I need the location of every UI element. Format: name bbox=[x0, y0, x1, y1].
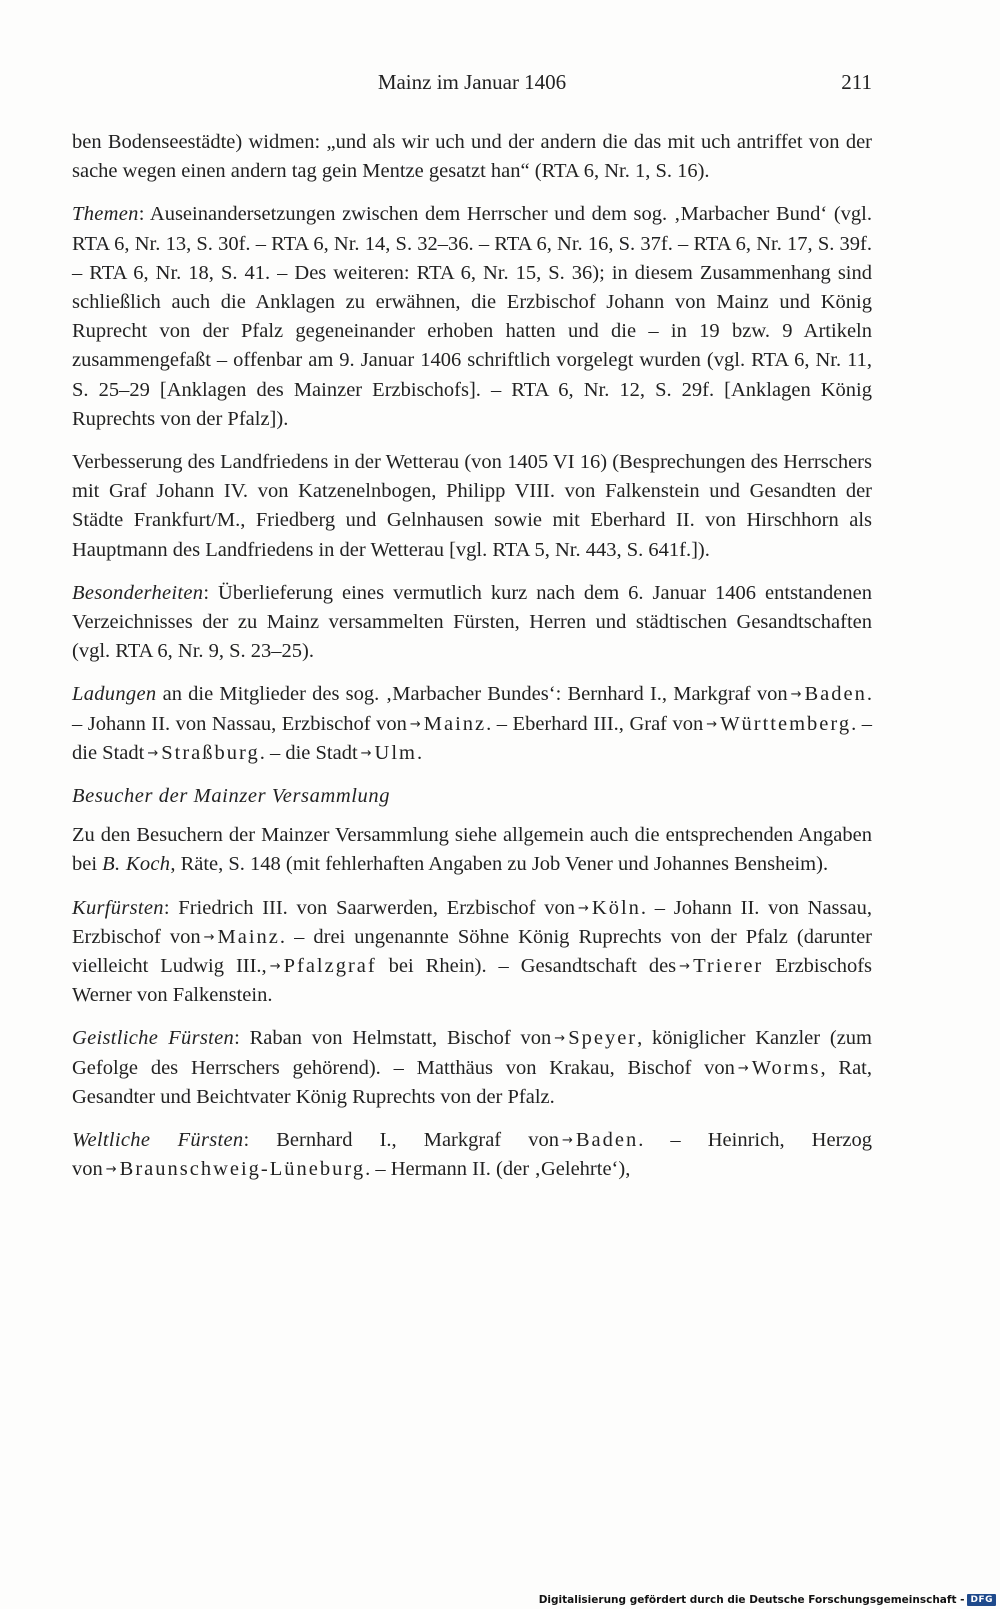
text-run: . – die Stadt bbox=[259, 741, 358, 764]
page-header bbox=[72, 70, 872, 106]
text-run: : Bernhard I., Markgraf von bbox=[243, 1129, 559, 1152]
paragraph-text: ben Bodenseestädte) widmen: „und als wir uch und der andern die das mit uch antriffet von der sache wegen einen andern tag gein Mentze gesatzt han“ (RTA 6, Nr. 1, S. 16). bbox=[72, 131, 872, 183]
text-run: . – die Stadt bbox=[72, 712, 873, 764]
paragraph-text: : Überlieferung eines vermutlich kurz nach dem 6. Januar 1406 entstandenen Verzeichnisses der zu Mainz versammelten Fürsten, Herren und städtischen Gesandtschaften (vgl. RTA 6, Nr. 9, S. 23–25). bbox=[72, 581, 872, 663]
paragraph-intro bbox=[72, 128, 872, 186]
text-run: . – drei ungenannte Söhne König Ruprechts von der Pfalz (darunter vielleicht Ludwig III., bbox=[72, 925, 873, 978]
paragraph-text: Verbesserung des Landfriedens in der Wetterau (von 1405 VI 16) (Besprechungen des Herrschers mit Graf Johann IV. von Katzenelnbogen, Philipp VIII. von Falkenstein und Gesandten der Städte Frankfurt/M., Friedberg und Gelnhausen sowie mit Eberhard II. von Hirschhorn als Hauptmann des Landfriedens in der Wetterau [vgl. RTA 5, Nr. 443, S. 641f.]). bbox=[72, 451, 872, 561]
label-geistliche-fuersten: Geistliche Fürsten bbox=[72, 1027, 235, 1050]
reference-arrow-icon: → bbox=[578, 900, 589, 916]
label-besonderheiten: Besonderheiten bbox=[72, 581, 204, 604]
reference-arrow-icon: → bbox=[105, 1162, 117, 1178]
author-name: B. Koch bbox=[102, 853, 171, 876]
text-run: . – Hermann II. (der ‚Gelehrte‘), bbox=[365, 1158, 631, 1181]
paragraph-ladungen bbox=[72, 680, 872, 768]
reference-arrow-icon: → bbox=[706, 716, 718, 732]
credit-text: Digitalisierung gefördert durch die Deutsche Forschungsgemeinschaft - bbox=[538, 1594, 965, 1606]
label-ladungen: Ladungen bbox=[72, 683, 157, 706]
cross-reference: Württemberg bbox=[720, 712, 852, 735]
paragraph-text: : Auseinandersetzungen zwischen dem Herrscher und dem sog. ‚Marbacher Bund‘ (vgl. RTA 6, Nr. 13, S. 30f. – RTA 6, Nr. 14, S. 32–36. – RTA 6, Nr. 16, S. 37f. – RTA 6, Nr. 17, S. 39f. – RTA 6, Nr. 18, S. 41. – Des weiteren: RTA 6, Nr. 15, S. 36); in diesem Zusammenhang sind schließlich auch die Anklagen zu erwähnen, die Erzbischof Johann von Mainz und König Ruprecht von der Pfalz gegeneinander erhoben hatten und die – in 19 bzw. 9 Artikeln zusammengefaßt – offenbar am 9. Januar 1406 schriftlich vorgelegt wurden (vgl. RTA 6, Nr. 11, S. 25–29 [Anklagen des Mainzer Erzbischofs]. – RTA 6, Nr. 12, S. 29f. [Anklagen König Ruprechts von der Pfalz]). bbox=[72, 203, 872, 430]
reference-arrow-icon: → bbox=[790, 687, 802, 703]
cross-reference: Mainz bbox=[217, 925, 280, 948]
cross-reference: Ulm bbox=[374, 741, 417, 764]
paragraph-besonderheiten bbox=[72, 579, 872, 667]
text-run: . – Heinrich, Herzog von bbox=[72, 1129, 872, 1181]
cross-reference: Trierer bbox=[693, 955, 764, 978]
text-run: Zu den Besuchern der Mainzer Versammlung siehe allgemein auch die entsprechenden Angaben bei bbox=[72, 824, 872, 876]
paragraph-geistliche-fuersten bbox=[72, 1024, 872, 1112]
paragraph-landfrieden bbox=[72, 448, 872, 565]
paragraph-weltliche-fuersten bbox=[72, 1126, 872, 1184]
reference-arrow-icon: → bbox=[679, 959, 691, 975]
text-run: Erzbischofs Werner von Falkenstein. bbox=[72, 955, 872, 1007]
cross-reference: Straßburg bbox=[161, 741, 260, 764]
reference-arrow-icon: → bbox=[147, 745, 159, 761]
text-run: , Räte, S. 148 (mit fehlerhaften Angaben zu Job Vener und Johannes Bensheim). bbox=[170, 853, 829, 876]
text-run: , Rat, Gesandter und Beichtvater König Ruprechts von der Pfalz. bbox=[72, 1056, 873, 1108]
page-number: 211 bbox=[841, 70, 872, 94]
label-kurfuersten: Kurfürsten bbox=[72, 896, 164, 919]
label-weltliche-fuersten: Weltliche Fürsten bbox=[72, 1129, 244, 1152]
reference-arrow-icon: → bbox=[360, 745, 372, 761]
running-title: Mainz im Januar 1406 bbox=[377, 70, 567, 94]
dfg-logo: DFG bbox=[967, 1594, 996, 1606]
paragraph-kurfuersten bbox=[72, 894, 872, 1011]
text-run: . – Johann II. von Nassau, Erzbischof von bbox=[72, 683, 872, 735]
cross-reference: Braunschweig-Lüneburg bbox=[119, 1158, 366, 1181]
cross-reference: Speyer bbox=[568, 1027, 638, 1050]
cross-reference: Mainz bbox=[423, 712, 487, 735]
reference-arrow-icon: → bbox=[554, 1031, 566, 1047]
text-run: . – Eberhard III., Graf von bbox=[486, 712, 704, 735]
reference-arrow-icon: → bbox=[409, 716, 421, 732]
cross-reference: Köln bbox=[591, 896, 641, 919]
text-run: , königlicher Kanzler (zum Gefolge des Herrschers gehörend). – Matthäus von Krakau, Bischof von bbox=[72, 1027, 873, 1079]
reference-arrow-icon: → bbox=[561, 1133, 573, 1149]
cross-reference: Baden bbox=[804, 683, 867, 706]
text-run: . – Johann II. von Nassau, Erzbischof von bbox=[72, 896, 872, 948]
body-text bbox=[72, 128, 872, 1199]
cross-reference: Pfalzgraf bbox=[283, 955, 377, 978]
paragraph-besucher bbox=[72, 821, 872, 879]
digitization-credit bbox=[539, 1594, 996, 1606]
paragraph-themen bbox=[72, 200, 872, 434]
text-run: : Friedrich III. von Saarwerden, Erzbischof von bbox=[163, 896, 575, 919]
text-run: an die Mitglieder des sog. ‚Marbacher Bundes‘: Bernhard I., Markgraf von bbox=[156, 683, 788, 706]
reference-arrow-icon: → bbox=[203, 929, 215, 945]
text-run: . bbox=[417, 741, 423, 764]
section-heading: Besucher der Mainzer Versammlung bbox=[72, 785, 391, 808]
label-themen: Themen bbox=[72, 203, 139, 226]
reference-arrow-icon: → bbox=[269, 959, 281, 975]
reference-arrow-icon: → bbox=[737, 1060, 749, 1076]
text-run: bei Rhein). – Gesandtschaft des bbox=[376, 955, 677, 978]
text-run: : Raban von Helmstatt, Bischof von bbox=[234, 1027, 552, 1050]
cross-reference: Baden bbox=[575, 1129, 639, 1152]
cross-reference: Worms bbox=[751, 1056, 821, 1079]
